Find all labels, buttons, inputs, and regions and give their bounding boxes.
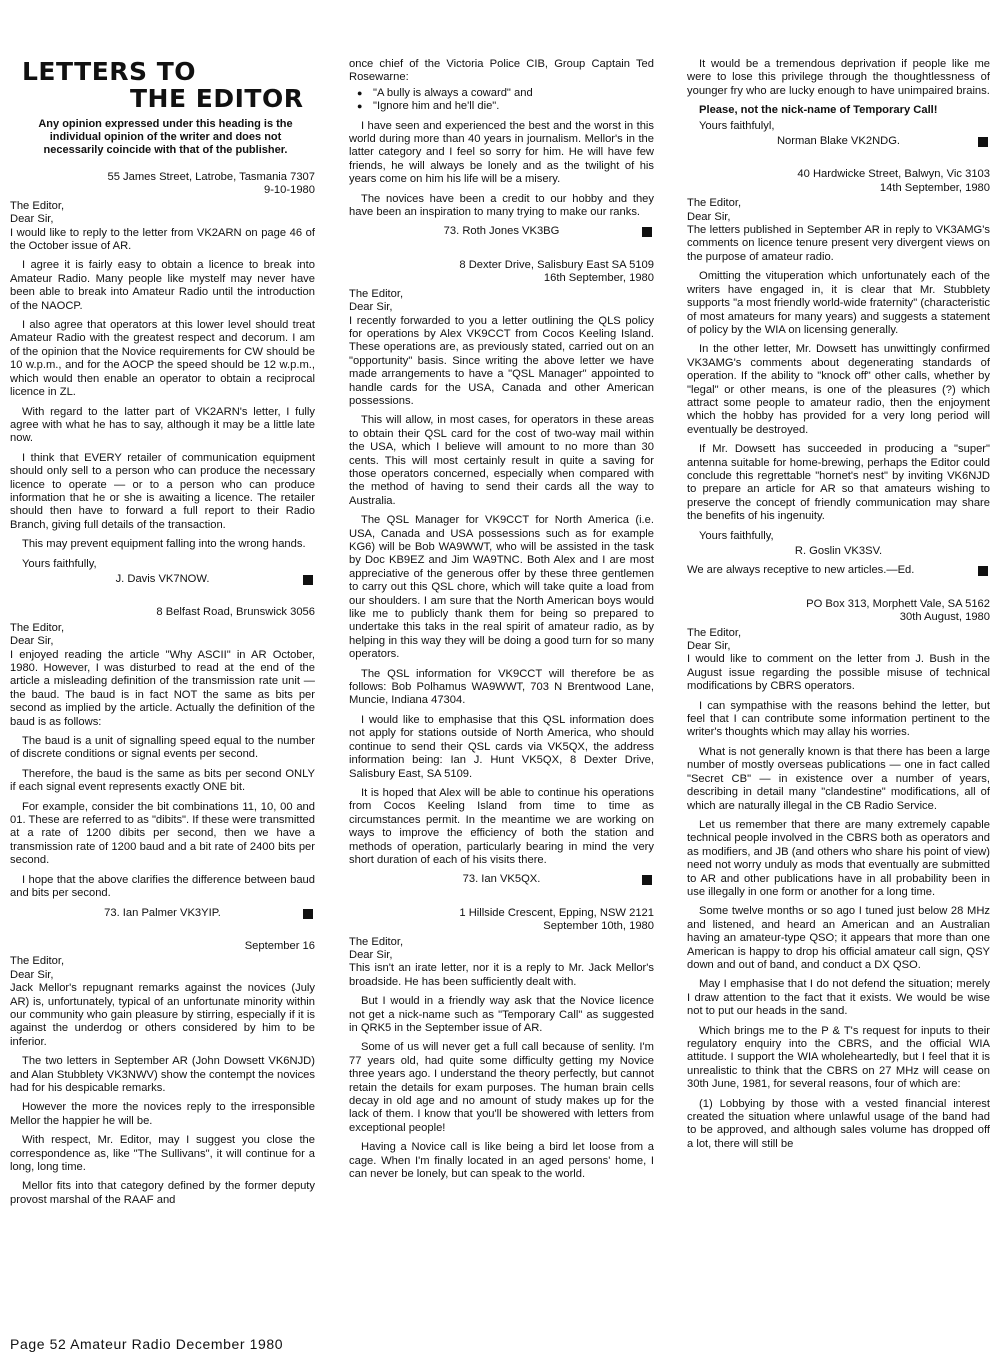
letter-paragraph: If Mr. Dowsett has succeeded in producing a "super" antenna suitable for home-brewing, perhaps the Editor could conclude this regrettable "hornet's nest" by inviting VK6NJD to prepare an article for AR so that amateurs wishing to preserve the concept of friendly communication may share the benefits of his ingenuity.: [687, 443, 990, 523]
letter-paragraph: Some of us will never get a full call because of senlity. I'm 77 years old, had quite some difficulty getting my Novice three years ago. I understand the theory perfectly, but cannot retain the details for exam purposes. The human brain cells decay in old age and no amount of study makes up for the lack of them. I know that you'll be showered with letters from exceptional people!: [349, 1041, 654, 1134]
closing: Yours faithfully,: [22, 557, 97, 570]
letter-paragraph: The QSL information for VK9CCT will therefore be as follows: Bob Polhamus WA9WWT, 703 N Brentwood Lane, Muncie, Indiana 47304.: [349, 667, 654, 707]
letter-goslin: [687, 168, 990, 577]
letter-paragraph: What is not generally known is that there has been a large number of mostly overseas publications — one in fact called "Secret CB" — in existence over a number of years, describing in detail many "clandestine" modifications, all of which are naturally illegal in the CB Radio Service.: [687, 745, 990, 812]
letter-paragraph: However the more the novices reply to the irresponsible Mellor the happier he will be.: [10, 1101, 315, 1127]
column-3: [687, 58, 990, 1157]
signature: R. Goslin VK3SV.: [794, 545, 883, 557]
letter-paragraph: I hope that the above clarifies the difference between baud and bits per second.: [10, 873, 315, 900]
letter-blake: [349, 907, 654, 1182]
letter-address: 1 Hillside Crescent, Epping, NSW 2121 September 10th, 1980: [459, 906, 654, 933]
signature: 73. Ian Palmer VK3YIP.: [104, 906, 221, 919]
letter-paragraph: In the other letter, Mr. Dowsett has unwittingly confirmed VK3AMG's comments about degenerating standards of operation. If the ability to "knock off" other calls, whether by "legal" or other means, is one of the pleasures (?) which attract some people to amateur radio, then the enjoyment which the hobby has provided for a very long period will eventually be destroyed.: [687, 343, 990, 436]
signature: Norman Blake VK2NDG.: [776, 135, 901, 148]
salutation: The Editor,: [10, 199, 65, 212]
letter-paragraph: Having a Novice call is like being a bird let loose from a cage. When I'm finally located in an aged persons' home, I can never be lonely, but can speak to the world.: [349, 1141, 654, 1181]
letter-address: 8 Dexter Drive, Salisbury East SA 5109 16th September, 1980: [459, 258, 654, 285]
quote-list: [349, 87, 654, 114]
letter-paragraph: I can sympathise with the reasons behind the letter, but feel that I can contribute some information pertinent to the writer's thoughts which may allay his worries.: [687, 699, 990, 739]
letter-paragraph: May I emphasise that I do not defend the situation; merely I draw attention to the fact that it exists. We would be wise not to put our heads in the sand.: [687, 978, 990, 1018]
salutation: The Editor,: [349, 935, 404, 948]
letter-paragraph: I enjoyed reading the article "Why ASCII" in AR October, 1980. However, I was disturbed to read at the end of the article a misleading definition of the transmission rate unit — the baud. The baud is in fact NOT the same as bits per second as implied by the article. Actually the definition of the baud is as follows:: [10, 648, 315, 728]
signature: 73. Ian VK5QX.: [462, 873, 541, 886]
signature-block: [687, 135, 990, 148]
end-mark-icon: [978, 566, 988, 576]
salutation: The Editor,: [687, 626, 742, 639]
salutation: The Editor,: [349, 287, 404, 300]
letter-hunt: [349, 259, 654, 887]
letter-paragraph: Mellor fits into that category defined by the former deputy provost marshal of the RAAF and: [10, 1180, 315, 1206]
page-heading-line1: LETTERS TO: [22, 57, 197, 86]
signature: J. Davis VK7NOW.: [115, 572, 210, 585]
letter-address: 55 James Street, Latrobe, Tasmania 7307 9-10-1980: [107, 171, 315, 197]
letter-paragraph: Some twelve months or so ago I tuned just below 28 MHz and listened, and heard an American and an Australian having an amateur-type QSO; it appears that more than one American is happy to drop his official amateur call sign, QSY down and out of band, and conduct a DX QSO.: [687, 905, 990, 971]
salutation: Dear Sir,: [687, 210, 731, 223]
letter-paragraph: I would like to emphasise that this QSL information does not apply for stations outside of North America, who should continue to send their QSL cards via VK5QX, the address information being: Ian J. Hunt VK5QX, 8 Dexter Drive, Salisbury East, SA 5109.: [349, 713, 654, 780]
closing: Yours faithfulyl,: [699, 119, 775, 132]
editor-note-block: [687, 564, 990, 577]
letter-paragraph: It is hoped that Alex will be able to continue his operations from Cocos Keeling Island from time to time as circumstances permit. In the meantime we are working on ways to improve the efficiency of both the station and methods of operation, particularly bearing in mind the very short duration of each of his visits there.: [349, 786, 654, 866]
letter-paragraph: It would be a tremendous deprivation if people like me were to lose this privilege through the thoughtlessness of younger fry who are lucky enough to have unimpaired brains.: [687, 58, 990, 97]
letter-paragraph: The novices have been a credit to our hobby and they have been an inspiration to many trying to make our ranks.: [349, 192, 654, 219]
letter-jones: [10, 940, 315, 1207]
letter-paragraph: The QSL Manager for VK9CCT for North America (i.e. USA, Canada and USA possessions such as for example KG6) will be Bob WA9WWT, who will be assisted in the task by Doc KB9EZ and Jim WA9TNC. Both Alex and I are most appreciative of the generous offer by these three gentlemen to carry out this QSL chore, which will take quite a load from our shoulders. I am sure that the North American boys would like me to publicly thank them for being so prepared to undertake this taks in the real spirit of amateur radio, as by helping in this way they will be doing a good turn for so many operators.: [349, 514, 654, 661]
end-mark-icon: [642, 875, 652, 885]
letter-paragraph: I think that EVERY retailer of communication equipment should only sell to a person who can produce the necessary licence to operate — or to a person who can produce information that he or she is awaiting a licence. The retailer should then have to forward a full report to their Radio Branch, giving full details of the transaction.: [10, 451, 315, 531]
letter-paragraph: The two letters in September AR (John Dowsett VK6NJD) and Alan Stubblety VK3NWV) show the contempt the novices had for his despicable remarks.: [10, 1055, 315, 1094]
letter-paragraph: This isn't an irate letter, nor it is a reply to Mr. Jack Mellor's broadside. He has been sufficiently dealt with.: [349, 962, 654, 988]
letter-address: PO Box 313, Morphett Vale, SA 5162 30th August, 1980: [806, 597, 990, 624]
page-heading-line2: THE EDITOR: [130, 84, 304, 113]
signature-block: [349, 225, 654, 238]
salutation: Dear Sir,: [10, 635, 54, 648]
letter-paragraph: This will allow, in most cases, for operators in these areas to obtain their QSL card for the cost of two-way mail within the USA, which I believe will amount to no more than 30 cents. This will most certainly result in quite a saving for those operators concerned, especially when compared with the method of having to send their cards all the way to Australia.: [349, 414, 654, 507]
letter-address: 40 Hardwicke Street, Balwyn, Vic 3103 14th September, 1980: [797, 168, 990, 194]
letter-paragraph: But I would in a friendly way ask that the Novice licence not get a nick-name such as "Temporary Call" as suggested in QRK5 in the September issue of AR.: [349, 995, 654, 1034]
signature-block: [10, 907, 315, 920]
salutation: The Editor,: [10, 621, 65, 634]
list-item: ● "A bully is always a coward" and: [363, 87, 654, 100]
letter-paragraph: This may prevent equipment falling into the wrong hands.: [22, 538, 306, 551]
letter-paragraph: The letters published in September AR in reply to VK3AMG's comments on licence tenure present very divergent views on the purpose of amateur radio.: [687, 224, 990, 263]
signature: 73. Roth Jones VK3BG: [443, 225, 560, 238]
salutation: Dear Sir,: [687, 640, 731, 653]
salutation: Dear Sir,: [349, 301, 393, 314]
letter-paragraph: I would like to comment on the letter from J. Bush in the August issue regarding the possible misuse of technical modifications by CBRS operators.: [687, 653, 990, 693]
letter-paragraph: The baud is a unit of signalling speed equal to the number of discrete conditions or signal events per second.: [10, 735, 315, 761]
editor-note: We are always receptive to new articles.—Ed.: [687, 564, 915, 577]
disclaimer: Any opinion expressed under this heading is the individual opinion of the writer and does not necessarily coincide with that of the publisher.: [38, 118, 293, 156]
end-mark-icon: [978, 137, 988, 147]
letter-address: 8 Belfast Road, Brunswick 3056: [156, 606, 315, 619]
letter-paragraph: Let us remember that there are many extremely capable technical people involved in the CBRS both as operators and as modifiers, and JB (and others who share his point of view) need not worry unduly as mods that eventually are submitted to AR and other publications have in all probability been in use illegally in one form or another for a long time.: [687, 818, 990, 898]
signature-block: [10, 573, 315, 586]
letter-address: September 16: [244, 939, 315, 952]
letter-davis: [10, 171, 315, 586]
page-footer: Page 52 Amateur Radio December 1980: [10, 1336, 284, 1352]
letter-paragraph: Omitting the vituperation which unfortunately each of the writers have engaged in, it is clear that Mr. Stubblety supports "a most friendly world-wide fraternity" (characteristic of most amateurs for many years) and suggests a statement of policy by the WIA on licensing generally.: [687, 270, 990, 336]
letter-paragraph: I would like to reply to the letter from VK2ARN on page 46 of the October issue of AR.: [10, 226, 315, 253]
letter-paragraph: Therefore, the baud is the same as bits per second ONLY if each signal event represents exactly ONE bit.: [10, 767, 315, 794]
closing: Yours faithfully,: [699, 529, 774, 542]
end-mark-icon: [642, 227, 652, 237]
letter-paragraph: I also agree that operators at this lower level should treat Amateur Radio with the greatest respect and decorum. I am of the opinion that the Novice requirements for CW should be 10 w.p.m., and for the AOCP the speed should be 12 w.p.m., which would then enable an operator to obtain a reciprocal licence in ZL.: [10, 319, 315, 399]
letter-paragraph: With respect, Mr. Editor, may I suggest you close the correspondence as, like "The Sullivans", it will continue for a long, long time.: [10, 1134, 315, 1173]
letter-paragraph: I have seen and experienced the best and the worst in this world during more than 40 years in journalism. Mellor's in the latter category and I feel so sorry for him. He will have few friends, he will always be lonely and as the twilight of his years come on him his life will be a misery.: [349, 119, 654, 186]
letter-paragraph: For example, consider the bit combinations 11, 10, 00 and 01. These are referred to as "dibits". If these were transmitted at a rate of 1200 dibits per second, then we have a transmission rate of 1200 baud and a bit rate of 2400 bits per second.: [10, 800, 315, 867]
letter-palmer: [10, 606, 315, 920]
letter-paragraph: Jack Mellor's repugnant remarks against the novices (July AR) is, unfortunately, typical of an unfortunate minority within our community who gain pleasure by stirring, especially if it is against the underdog or others considered by him to be inferior.: [10, 982, 315, 1048]
letter-paragraph: I recently forwarded to you a letter outlining the QLS policy for operations by Alex VK9CCT from Cocos Keeling Island. These operations are, as previously stated, carried out on an "opportunity" basis. Since writing the above letter we have made arrangements to have a "QSL Manager" appointed to handle cards for the USA, Canada and other American possessions.: [349, 314, 654, 407]
list-item: ● "Ignore him and he'll die".: [363, 100, 654, 113]
end-mark-icon: [303, 909, 313, 919]
letter-paragraph: With regard to the latter part of VK2ARN's letter, I fully agree with what he has to say, although it may be a little late now.: [10, 405, 315, 445]
column-2: [349, 58, 654, 1187]
salutation: Dear Sir,: [10, 213, 54, 226]
signature-block: [349, 873, 654, 886]
letter-cb: [687, 598, 990, 1151]
salutation: The Editor,: [687, 197, 742, 210]
letter-paragraph: once chief of the Victoria Police CIB, Group Captain Ted Rosewarne:: [349, 58, 654, 84]
end-mark-icon: [303, 575, 313, 585]
salutation: The Editor,: [10, 955, 65, 968]
salutation: Dear Sir,: [349, 948, 393, 961]
bold-statement: Please, not the nick-name of Temporary Call!: [699, 104, 938, 117]
column-1: [10, 58, 315, 1213]
salutation: Dear Sir,: [10, 968, 54, 981]
letter-paragraph: I agree it is fairly easy to obtain a licence to break into Amateur Radio. Many people like mystelf may never have been able to break into Amateur Radio until the introduction of the NAOCP.: [10, 259, 315, 312]
letter-paragraph: Which brings me to the P & T's request for inputs to their regulatory enquiry into the CBRS, and the official WIA attitude. I support the WIA wholeheartedly, but I feel that it is unrealistic to think that the CBRS on 27 MHz will cease on 30th June, 1981, for several reasons, four of which are:: [687, 1024, 990, 1091]
letter-paragraph: (1) Lobbying by those with a vested financial interest created the situation where unlawful usage of the band had to be approved, and although sales volume has dropped off a lot, there will still be: [687, 1097, 990, 1150]
